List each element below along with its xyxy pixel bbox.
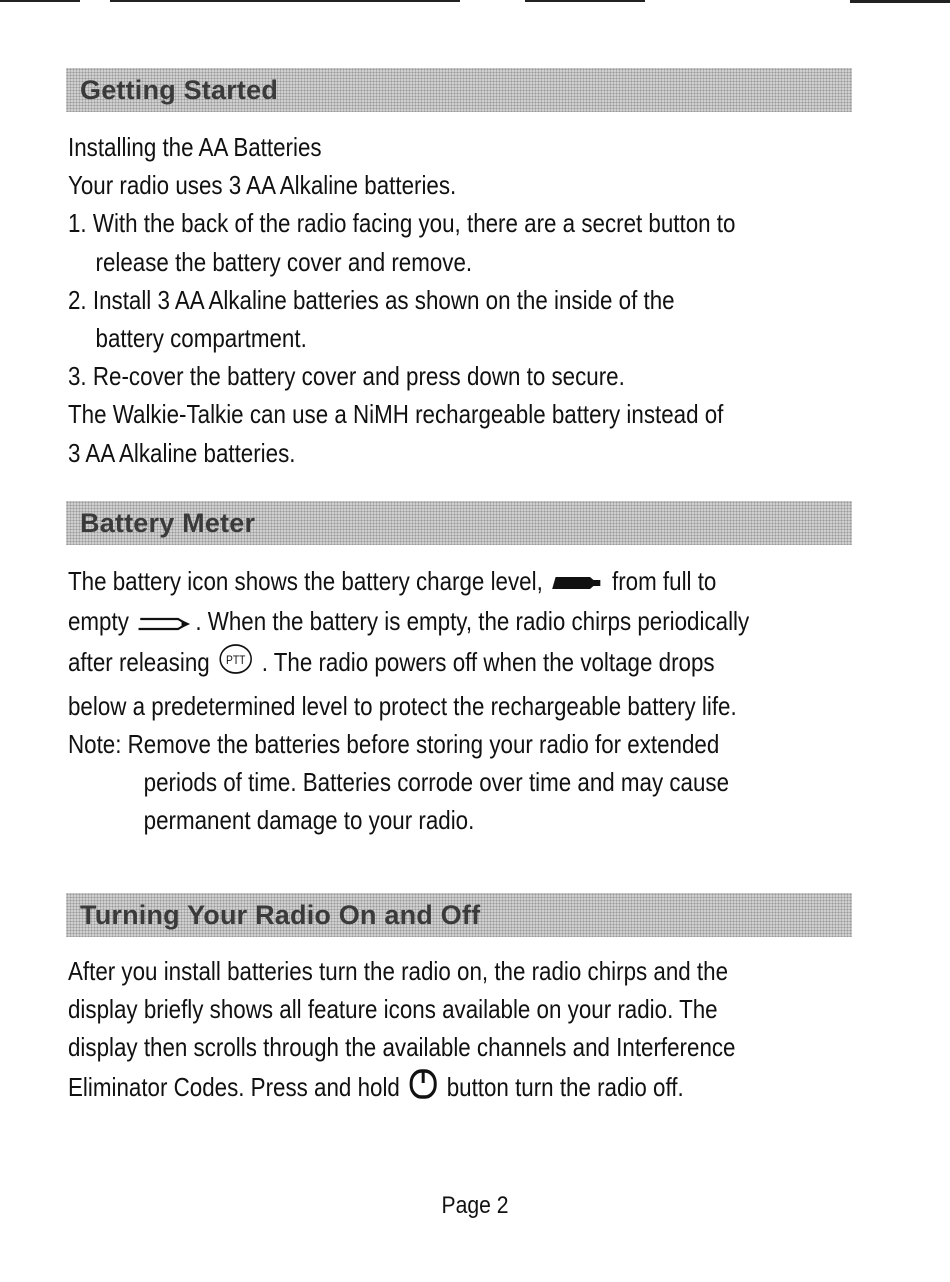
section-header-turning-on-off	[66, 893, 852, 937]
step-1: 1. With the back of the radio facing you, there are a secret button to	[68, 208, 736, 239]
note-line-1: The Walkie-Talkie can use a NiMH rechargeable battery instead of	[68, 399, 724, 430]
battery-meter-body	[68, 562, 868, 839]
step-3: 3. Re-cover the battery cover and press down to secure.	[68, 361, 625, 392]
battery-line-3	[68, 642, 868, 686]
power-line-3: display then scrolls through the available channels and Interference	[68, 1032, 736, 1063]
battery-text: . When the battery is empty, the radio chirps periodically	[195, 606, 750, 637]
intro-text: Your radio uses 3 AA Alkaline batteries.	[68, 170, 457, 201]
battery-note-2: periods of time. Batteries corrode over time and may cause	[143, 767, 730, 798]
battery-text: The battery icon shows the battery charge level,	[68, 566, 543, 596]
battery-line-2	[68, 602, 868, 642]
power-text: Eliminator Codes. Press and hold	[68, 1071, 400, 1102]
section-title: Turning Your Radio On and Off	[80, 900, 481, 930]
ptt-label: PTT	[225, 654, 246, 668]
battery-text: from full to	[611, 566, 717, 596]
power-text: button turn the radio off.	[446, 1071, 684, 1102]
battery-full-icon	[549, 564, 606, 602]
battery-note-3: permanent damage to your radio.	[143, 805, 475, 836]
turning-on-off-body	[68, 952, 868, 1111]
battery-text: after releasing	[68, 647, 210, 678]
step-2-cont: battery compartment.	[95, 323, 307, 354]
section-title: Getting Started	[80, 75, 279, 105]
step-1-cont: release the battery cover and remove.	[95, 246, 473, 277]
top-rule	[0, 0, 950, 4]
battery-line-4: below a predetermined level to protect the rechargeable battery life.	[68, 690, 737, 721]
subtitle: Installing the AA Batteries	[68, 132, 322, 162]
battery-text: empty	[68, 606, 129, 637]
power-icon	[406, 1067, 440, 1111]
power-line-4	[68, 1067, 868, 1111]
step-2: 2. Install 3 AA Alkaline batteries as shown on the inside of the	[68, 284, 675, 315]
page-number: Page 2	[441, 1192, 509, 1219]
power-line-1: After you install batteries turn the radio on, the radio chirps and the	[68, 956, 729, 986]
section-header-getting-started	[66, 68, 852, 112]
power-line-2: display briefly shows all feature icons available on your radio. The	[68, 994, 718, 1025]
ptt-button-icon	[216, 642, 256, 686]
battery-note-1: Note: Remove the batteries before storing your radio for extended	[68, 728, 720, 759]
battery-empty-icon	[135, 604, 195, 642]
section-header-battery-meter	[66, 501, 852, 545]
getting-started-body	[68, 128, 868, 472]
note-line-2: 3 AA Alkaline batteries.	[68, 437, 296, 468]
section-title: Battery Meter	[80, 508, 256, 538]
battery-text: . The radio powers off when the voltage drops	[261, 647, 715, 678]
battery-line-1	[68, 562, 868, 602]
